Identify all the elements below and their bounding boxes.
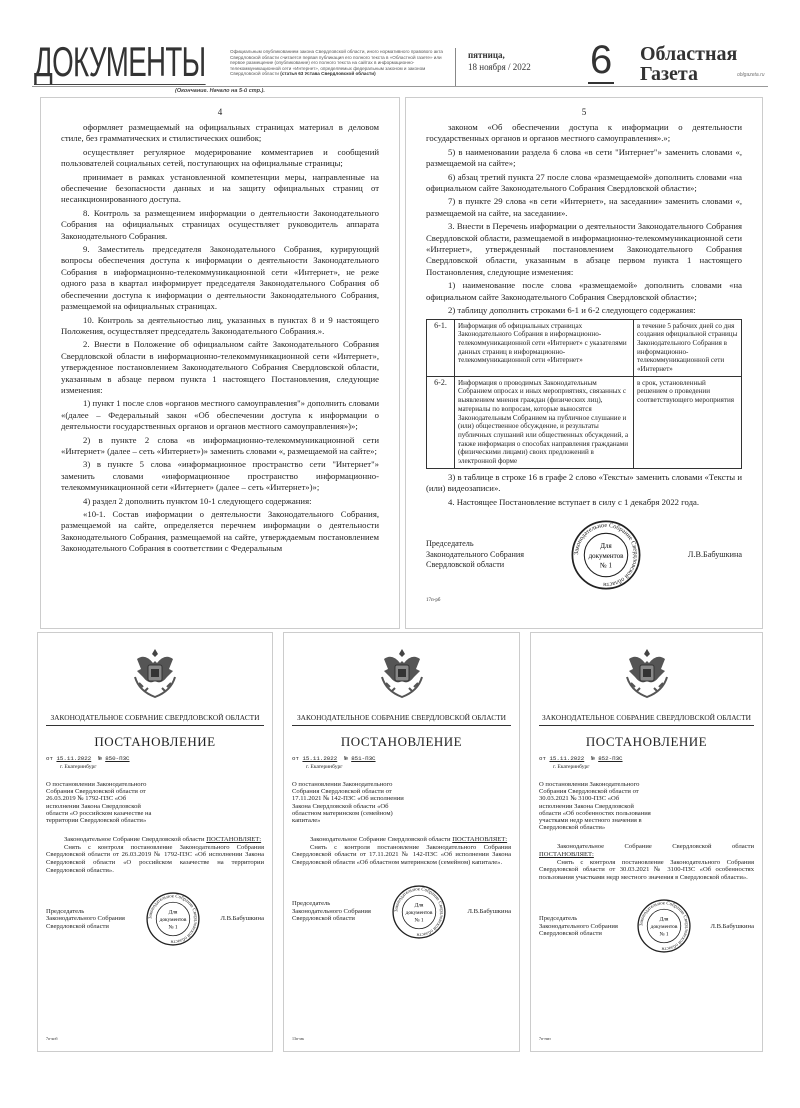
document-number-line: [292, 755, 511, 763]
document-subject: О постановлении Законодательного Собрания Свердловской области от 17.11.2021 № 142-ПЗС «Об исполнении Закона Свердловской области «Об областном материнском (семейном) капитале»: [292, 781, 404, 825]
coat-of-arms-icon: [625, 647, 669, 699]
coat-of-arms: [380, 647, 424, 699]
info-table: [426, 319, 742, 469]
stamp-line: Для: [600, 541, 612, 550]
publication-note-text: Официальным опубликованием закона Свердловской области, иного нормативного правового акта Свердловской области считается первая публикация его полного текста в «Областной газете» или первое размещение (опубликование) его полного текста на сайтах в информационно-телекоммуникационной сети «Интернет», определяемых федеральным законом и законом Свердловской области: [230, 49, 443, 77]
paragraph: 2) таблицу дополнить строками 6-1 и 6-2 следующего содержания:: [448, 305, 696, 316]
logo-line-1: Областная: [640, 43, 738, 65]
decree-lead: Законодательное Собрание Свердловской области: [64, 836, 205, 844]
row-number: 6-2.: [427, 376, 455, 468]
document-number: 852-ПЗС: [598, 755, 623, 762]
decree-text: Снять с контроля постановление Законодательного Собрания Свердловской области от 17.11.2021 № 142-ПЗС «Об исполнении Закона Свердловской области «Об областном материнском (семейном) капитале».: [292, 843, 511, 866]
stamp-icon: [146, 892, 200, 946]
paragraph: 5) в наименовании раздела 6 слова «в сети "Интернет"» заменить словами «, размещаемой на сайте»;: [426, 146, 742, 169]
paragraph: 10. Контроль за деятельностью лиц, указанных в пунктах 8 и 9 настоящего Положения, осуществляет председатель Законодательного Собрания.».: [61, 314, 379, 336]
row-info: Информация о проводимых Законодательным Собранием опросах и иных мероприятиях, связанных с выявлением мнения граждан (физических лиц), материалы по вопросам, которые выносятся Законодательным Собранием на публичное слушание и (или) общественное обсуждение, и результаты публичных слушаний или общественных обсуждений, а также информация о способах направления гражданами (физическими лицами) своих предложений в электронной форме: [455, 376, 634, 468]
document-subject: О постановлении Законодательного Собрания Свердловской области от 30.03.2021 № 3100-ПЗС «Об исполнении Закона Свердловской области «Об особенностях пользования участками недр местного значения в Свердловской области»: [539, 781, 651, 832]
signature-name: Л.В.Бабушкина: [220, 915, 264, 923]
publication-note-ref: (статья 63 Устава Свердловской области): [280, 71, 376, 77]
stamp-line: № 1: [168, 924, 178, 931]
coat-of-arms: [625, 647, 669, 699]
stamp-icon: [392, 885, 446, 939]
document-subject: О постановлении Законодательного Собрания Свердловской области от 26.03.2019 № 1792-ПЗС «Об исполнении Закона Свердловской области «О российском казачестве на территории Свердловской области»: [46, 781, 152, 825]
signature-block: [426, 520, 742, 590]
document-code: 7п-кпб: [46, 1036, 58, 1041]
page-number-label: 5: [581, 107, 587, 117]
decree-line: [46, 836, 264, 844]
row-number: 6-1.: [427, 319, 455, 376]
number-prefix: №: [591, 755, 595, 762]
city: г. Екатеринбург: [553, 764, 590, 770]
paragraph: 2) в пункте 2 слова «в информационно-телекоммуникационной сети «Интернет» (далее – сеть «Интернет»)» заменить словами «, размещаемой на сайте»;: [61, 434, 379, 456]
stamp-ring-text: Законодательное Собрание Свердловской области: [572, 521, 639, 589]
coat-of-arms: [133, 647, 177, 699]
paragraph: 2. Внести в Положение об официальном сайте Законодательного Собрания Свердловской области в информационно-телекоммуникационной сети «Интернет», утвержденное постановлением Законодательного Собрания Свердловской области, указанным в абзаце первом пункта 1 настоящего Постановления, следующие изменения:: [61, 339, 379, 395]
table-row: [427, 319, 742, 376]
document-code: 13п-мк: [292, 1036, 304, 1041]
document-code: 17п-рб: [426, 597, 441, 603]
newspaper-logo: [640, 44, 737, 84]
continuation-note: (Окончание. Начало на 5-й стр.).: [175, 88, 265, 94]
paragraph: 3) в таблице в строке 16 в графе 2 слово «Тексты» заменить словами «Тексты и (или) видеозаписи».: [426, 471, 742, 494]
resolution-document: [530, 632, 763, 1052]
issue-day: пятница,: [468, 50, 505, 60]
document-number-line: [539, 755, 754, 763]
document-code: 7п-нмз: [539, 1036, 551, 1041]
signature-line: Свердловской области: [539, 930, 602, 938]
decree-line: [539, 843, 754, 858]
paragraph: 1) наименование после слова «размещаемой» дополнить словами «на официальном сайте Законодательного Собрания Свердловской области»;: [426, 280, 742, 302]
stamp-ring-text: Законодательное Собрание Свердловской области: [394, 886, 444, 937]
site-link[interactable]: oblgazeta.ru: [737, 72, 765, 78]
signature-name: Л.В.Бабушкина: [687, 549, 742, 559]
stamp-line: № 1: [414, 917, 424, 924]
signature-line: Свердловской области: [292, 915, 355, 923]
paragraph: 9. Заместитель председателя Законодательного Собрания, курирующий вопросы обеспечения доступа к информации о деятельности Законодательного Собрания в информационно-телекоммуникационной сети «Интернет», не реже одного раза в квартал информирует председателя Законодательного Собрания об обеспечении доступа к информации о деятельности Законодательного Собрания, размещаемой на официальных страницах.: [61, 244, 379, 312]
signature-line: Председатель: [426, 539, 474, 549]
date-prefix: от: [292, 755, 299, 762]
stamp-line: Для: [168, 909, 178, 916]
paragraph: «10-1. Состав информации о деятельности Законодательного Собрания, размещаемой на сайте, определяется перечнем информации о деятельности Законодательного Собрания, размещаемой на сайте, утверждаемым постановлением Законодательного Собрания в соответствии с Федеральным: [61, 509, 379, 554]
paragraph: 4. Настоящее Постановление вступает в силу с 1 декабря 2022 года.: [448, 496, 700, 507]
page-text: [426, 122, 742, 510]
paragraph: 4) раздел 2 дополнить пунктом 10-1 следующего содержания:: [83, 495, 312, 506]
signature-title: [46, 908, 125, 931]
page-number: 6: [590, 38, 613, 82]
paragraph: 8. Контроль за размещением информации о деятельности Законодательного Собрания на официальных страницах осуществляет руководитель аппарата Законодательного Собрания.: [61, 207, 379, 241]
document-number: 850-ПЗС: [105, 755, 130, 762]
document-body: [46, 836, 264, 874]
document-page-4: [40, 97, 400, 629]
number-prefix: №: [344, 755, 348, 762]
document-date: 15.11.2022: [549, 755, 585, 762]
table-row: [427, 376, 742, 468]
organization-name: ЗАКОНОДАТЕЛЬНОЕ СОБРАНИЕ СВЕРДЛОВСКОЙ ОБЛАСТИ: [46, 713, 264, 726]
logo-line-2: Газета: [640, 63, 698, 85]
signature-line: Председатель: [539, 915, 578, 922]
official-stamp: [392, 885, 446, 939]
document-title: ПОСТАНОВЛЕНИЕ: [94, 734, 216, 749]
document-title: ПОСТАНОВЛЕНИЕ: [585, 734, 708, 749]
paragraph: оформляет размещаемый на официальных страницах материал в деловом стиле, без грамматических и стилистических ошибок;: [61, 122, 379, 144]
decree-text: Снять с контроля постановление Законодательного Собрания Свердловской области от 26.03.2019 № 1792-ПЗС «Об исполнении Закона Свердловской области «О российском казачестве на территории Свердловской области».: [46, 843, 264, 874]
stamp-line: № 1: [599, 561, 612, 570]
city: г. Екатеринбург: [60, 764, 97, 770]
signature-line: Свердловской области: [46, 922, 109, 930]
paragraph: 3) в пункте 5 слова «информационное пространство сети "Интернет"» заменить словами «информационное пространство информационно-телекоммуникационной сети «Интернет» (далее – сеть «Интернет»)»;: [61, 459, 379, 493]
coat-of-arms-icon: [380, 647, 424, 699]
signature-line: Законодательного Собрания: [46, 915, 125, 923]
decree-text: Снять с контроля постановление Законодательного Собрания Свердловской области от 30.03.2021 № 3100-ПЗС «Об особенностях пользования участками недр местного значения в Свердловской области».: [539, 858, 754, 881]
stamp-line: № 1: [659, 932, 669, 939]
stamp-icon: [637, 899, 691, 953]
official-stamp: [637, 899, 691, 953]
date-prefix: от: [46, 755, 53, 762]
paragraph: осуществляет регулярное модерирование комментариев и сообщений пользователей социальных сетей, поступающих на официальные страницы;: [61, 146, 379, 169]
divider: [455, 48, 456, 86]
paragraph: 3. Внести в Перечень информации о деятельности Законодательного Собрания Свердловской области, размещаемой в информационно-телекоммуникационной сети «Интернет», утвержденный постановлением Законодательного Собрания Свердловской области, указанным в абзаце первом пункта 1 настоящего Постановления, следующие изменения:: [426, 221, 742, 277]
signature-name: Л.В.Бабушкина: [467, 907, 511, 915]
row-term: в срок, установленный решением о проведении соответствующего мероприятия: [634, 376, 742, 468]
signature-line: Председатель: [46, 907, 85, 915]
coat-of-arms-icon: [133, 647, 177, 699]
signature-title: [292, 900, 371, 923]
document-title: ПОСТАНОВЛЕНИЕ: [340, 734, 463, 749]
stamp-icon: [571, 520, 641, 590]
section-title: ДОКУМЕНТЫ: [34, 38, 206, 85]
resolution-document: [37, 632, 273, 1052]
number-prefix: №: [98, 755, 102, 762]
paragraph: 1) пункт 1 после слов «органов местного самоуправления"» дополнить словами «(далее – Федеральный закон «Об обеспечении доступа к информации о деятельности государственных органов и органов местного самоуправления»)»;: [61, 398, 379, 432]
decree-word: ПОСТАНОВЛЯЕТ:: [539, 851, 594, 859]
signature-line: Законодательного Собрания: [292, 907, 371, 915]
signature-block: [292, 885, 511, 939]
paragraph: 7) в пункте 29 слова «в сети «Интернет», на заседании» заменить словами «, размещаемой на сайте, на заседании».: [426, 196, 742, 218]
stamp-ring-text: Законодательное Собрание Свердловской области: [639, 901, 689, 952]
stamp-line: документов: [405, 909, 433, 916]
signature-line: Председатель: [292, 900, 331, 908]
organization-name: ЗАКОНОДАТЕЛЬНОЕ СОБРАНИЕ СВЕРДЛОВСКОЙ ОБЛАСТИ: [539, 713, 754, 726]
decree-word: ПОСТАНОВЛЯЕТ:: [452, 836, 508, 844]
signature-title: [539, 915, 618, 938]
paragraph: принимает в рамках установленной компетенции меры, направленные на обеспечение безопасности данных и на защиту официальных страниц от несанкционированного доступа.: [61, 171, 379, 205]
signature-block: [539, 899, 754, 953]
row-info: Информация об официальных страницах Законодательного Собрания в информационно-телекоммуникационной сети «Интернет» с указателями данных страниц в информационно-телекоммуникационной сети «Интернет»: [455, 319, 634, 376]
decree-line: [292, 836, 511, 844]
document-page-5: [405, 97, 763, 629]
issue-date: 18 ноября / 2022: [468, 62, 531, 72]
resolution-document: [283, 632, 520, 1052]
publication-note: [230, 49, 445, 77]
official-stamp: [571, 520, 641, 590]
document-number: 851-ПЗС: [351, 755, 376, 762]
signature-block: [46, 892, 264, 946]
paragraph: законом «Об обеспечении доступа к информации о деятельности государственных органов и органов местного самоуправления».»;: [426, 122, 742, 144]
stamp-line: документов: [159, 917, 187, 924]
signature-line: Законодательного Собрания: [539, 922, 618, 930]
decree-lead: Законодательное Собрание Свердловской области: [310, 836, 451, 844]
header-rule: [32, 86, 768, 87]
date-prefix: от: [539, 755, 546, 762]
signature-title: [426, 539, 524, 571]
signature-line: Законодательного Собрания: [426, 549, 524, 559]
document-body: [539, 843, 754, 881]
stamp-line: документов: [650, 924, 678, 931]
stamp-ring-text: Законодательное Собрание Свердловской области: [148, 894, 198, 944]
document-number-line: [46, 755, 264, 763]
row-term: в течение 5 рабочих дней со дня создания официальной страницы Законодательного Собрания в информационно-телекоммуникационной сети «Интернет»: [634, 319, 742, 376]
decree-word: ПОСТАНОВЛЯЕТ:: [206, 836, 262, 844]
city: г. Екатеринбург: [306, 764, 343, 770]
page-number-label: 4: [217, 107, 223, 117]
signature-line: Свердловской области: [426, 560, 505, 570]
page-text: [61, 122, 379, 557]
paragraph: 6) абзац третий пункта 27 после слова «размещаемой» дополнить словами «на официальном сайте Законодательного Собрания Свердловской области»;: [426, 171, 742, 194]
stamp-line: Для: [414, 902, 424, 909]
document-date: 15.11.2022: [56, 755, 92, 762]
signature-name: Л.В.Бабушкина: [710, 922, 754, 930]
document-date: 15.11.2022: [302, 755, 338, 762]
organization-name: ЗАКОНОДАТЕЛЬНОЕ СОБРАНИЕ СВЕРДЛОВСКОЙ ОБЛАСТИ: [292, 713, 511, 726]
document-body: [292, 836, 511, 866]
official-stamp: [146, 892, 200, 946]
decree-lead: Законодательное Собрание Свердловской области: [557, 843, 754, 851]
stamp-line: Для: [659, 916, 669, 923]
stamp-line: документов: [588, 551, 624, 560]
